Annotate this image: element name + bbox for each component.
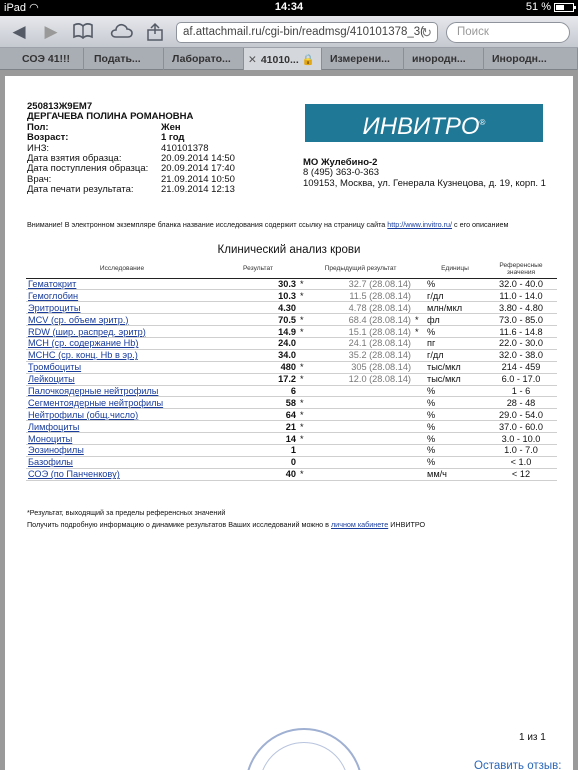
battery-text: 51 %	[525, 1, 551, 13]
reference-range: < 1.0	[485, 456, 557, 468]
tab-active-document[interactable]	[244, 48, 322, 70]
address-text: af.attachmail.ru/cgi-bin/readmsg/410101378_3(	[183, 26, 425, 38]
previous-flag	[413, 385, 425, 397]
reference-range: 1.0 - 7.0	[485, 444, 557, 456]
tab-label: Лаборато...	[172, 53, 231, 65]
previous-flag	[413, 373, 425, 385]
field-label: Возраст:	[27, 132, 69, 144]
field-label: Дата печати результата:	[27, 184, 134, 196]
result-value: 58	[218, 397, 298, 409]
field-label: Дата поступления образца:	[27, 163, 149, 175]
unit-cell: тыс/мкл	[425, 373, 485, 385]
test-name-link[interactable]: СОЭ (по Панченкову)	[26, 468, 218, 480]
previous-flag	[413, 421, 425, 433]
search-input[interactable]	[446, 22, 570, 43]
test-name-link[interactable]: MCHC (ср. конц. Hb в эр.)	[26, 349, 218, 361]
table-row	[26, 433, 557, 445]
patient-field	[27, 185, 307, 195]
table-row	[26, 290, 557, 302]
table-row	[26, 278, 557, 290]
lab-stamp	[245, 728, 363, 770]
result-value: 14.9	[218, 326, 298, 338]
header-result: Результат	[218, 260, 298, 278]
unit-cell: пг	[425, 337, 485, 349]
results-table	[26, 260, 557, 481]
personal-cabinet-link[interactable]: личном кабинете	[330, 520, 389, 529]
unit-cell: %	[425, 456, 485, 468]
unit-cell: г/дл	[425, 290, 485, 302]
test-name-link[interactable]: Лейкоциты	[26, 373, 218, 385]
unit-cell: г/дл	[425, 349, 485, 361]
forward-icon[interactable]: ▶	[44, 22, 58, 41]
result-value: 480	[218, 361, 298, 373]
test-name-link[interactable]: Нейтрофилы (общ.число)	[26, 409, 218, 421]
previous-result	[308, 468, 413, 480]
test-name-link[interactable]: Лимфоциты	[26, 421, 218, 433]
report-title: Клинический анализ крови	[217, 244, 361, 256]
header-test: Исследование	[26, 260, 218, 278]
header-units: Единицы	[425, 260, 485, 278]
previous-result: 24.1 (28.08.14)	[308, 337, 413, 349]
out-of-range-flag	[298, 456, 308, 468]
test-name-link[interactable]: Базофилы	[26, 456, 218, 468]
field-label: Врач:	[27, 173, 52, 185]
previous-result	[308, 444, 413, 456]
reference-range: 3.0 - 10.0	[485, 433, 557, 445]
table-row	[26, 314, 557, 326]
wifi-icon: ◠	[29, 2, 39, 14]
test-name-link[interactable]: MCH (ср. содержание Hb)	[26, 337, 218, 349]
lab-address: 109153, Москва, ул. Генерала Кузнецова, д. 19, корп. 1	[303, 177, 546, 189]
logo-text: ИНВИТРО	[362, 113, 480, 140]
previous-result: 35.2 (28.08.14)	[308, 349, 413, 361]
reference-range: 3.80 - 4.80	[485, 302, 557, 314]
results-body	[26, 278, 557, 480]
battery-indicator	[526, 1, 574, 13]
previous-result: 15.1 (28.08.14)	[308, 326, 413, 338]
test-name-link[interactable]: MCV (ср. объем эритр.)	[26, 314, 218, 326]
field-value: Жен	[161, 121, 181, 133]
patient-fields	[27, 123, 307, 196]
address-bar[interactable]	[176, 22, 438, 43]
unit-cell: %	[425, 433, 485, 445]
reference-range: 32.0 - 40.0	[485, 278, 557, 290]
result-value: 17.2	[218, 373, 298, 385]
unit-cell: тыс/мкл	[425, 361, 485, 373]
out-of-range-flag: *	[298, 278, 308, 290]
table-row	[26, 349, 557, 361]
tab-laborato[interactable]	[164, 48, 244, 70]
previous-result	[308, 385, 413, 397]
result-value: 21	[218, 421, 298, 433]
cabinet-note	[27, 520, 425, 529]
test-name-link[interactable]: RDW (шир. распред. эритр)	[26, 326, 218, 338]
previous-flag	[413, 349, 425, 361]
out-of-range-flag: *	[298, 409, 308, 421]
invitro-site-link[interactable]: http://www.invitro.ru/	[387, 220, 453, 229]
test-name-link[interactable]: Тромбоциты	[26, 361, 218, 373]
reference-range: 28 - 48	[485, 397, 557, 409]
previous-flag	[413, 433, 425, 445]
result-value: 70.5	[218, 314, 298, 326]
previous-result	[308, 433, 413, 445]
table-row	[26, 468, 557, 480]
field-value: 1 год	[161, 132, 185, 144]
result-value: 10.3	[218, 290, 298, 302]
previous-flag: *	[413, 314, 425, 326]
header-reference: Референсные значения	[485, 260, 557, 278]
field-label: Пол:	[27, 121, 49, 133]
table-header	[26, 260, 557, 278]
out-of-range-flag: *	[298, 290, 308, 302]
battery-fill	[556, 5, 564, 10]
patient-code: 250813Ж9ЕМ7	[27, 101, 93, 112]
lock-icon: 🔒	[301, 54, 315, 66]
result-value: 14	[218, 433, 298, 445]
result-value: 0	[218, 456, 298, 468]
result-value: 64	[218, 409, 298, 421]
unit-cell: %	[425, 278, 485, 290]
review-link[interactable]: Оставить отзыв:	[474, 760, 562, 770]
tab-podat[interactable]	[84, 48, 164, 70]
unit-cell: %	[425, 421, 485, 433]
tab-inorodn-1[interactable]	[404, 48, 484, 70]
previous-result: 305 (28.08.14)	[308, 361, 413, 373]
out-of-range-flag	[298, 349, 308, 361]
patient-name: ДЕРГАЧЕВА ПОЛИНА РОМАНОВНА	[27, 111, 194, 123]
reference-range: 214 - 459	[485, 361, 557, 373]
out-of-range-flag	[298, 385, 308, 397]
previous-flag	[413, 290, 425, 302]
search-placeholder: Поиск	[457, 26, 489, 38]
lab-name: МО Жулебино-2	[303, 157, 378, 168]
device-label: iPad ◠	[4, 2, 39, 14]
tab-strip	[0, 48, 578, 70]
browser-toolbar	[0, 16, 578, 48]
out-of-range-flag: *	[298, 361, 308, 373]
previous-result: 68.4 (28.08.14)	[308, 314, 413, 326]
out-of-range-flag	[298, 337, 308, 349]
out-of-range-flag: *	[298, 326, 308, 338]
document-sheet	[5, 76, 573, 770]
battery-icon	[554, 3, 574, 12]
result-value: 24.0	[218, 337, 298, 349]
notice-before: Внимание! В электронном экземпляре бланка название исследования содержит ссылку на страницу сайта	[27, 220, 388, 229]
result-value: 1	[218, 444, 298, 456]
page-viewport[interactable]	[0, 71, 578, 770]
tab-label: СОЭ 41!!!	[22, 53, 71, 65]
result-value: 30.3	[218, 278, 298, 290]
out-of-range-flag: *	[298, 397, 308, 409]
table-row	[26, 397, 557, 409]
result-value: 6	[218, 385, 298, 397]
previous-result: 11.5 (28.08.14)	[308, 290, 413, 302]
test-name-link[interactable]: Палочкоядерные нейтрофилы	[26, 385, 218, 397]
table-row	[26, 337, 557, 349]
out-of-range-flag: *	[298, 373, 308, 385]
reference-range: < 12	[485, 468, 557, 480]
previous-result: 12.0 (28.08.14)	[308, 373, 413, 385]
field-value: 20.09.2014 14:50	[161, 152, 235, 164]
previous-flag	[413, 278, 425, 290]
share-icon[interactable]	[144, 22, 166, 42]
previous-result	[308, 397, 413, 409]
tab-label: Подать...	[94, 53, 141, 65]
out-of-range-flag	[298, 444, 308, 456]
unit-cell: %	[425, 409, 485, 421]
unit-cell: %	[425, 397, 485, 409]
tab-soe[interactable]	[0, 48, 84, 70]
tab-label: Измерени...	[330, 53, 390, 65]
reference-range: 22.0 - 30.0	[485, 337, 557, 349]
status-bar	[0, 0, 578, 16]
page-counter: 1 из 1	[519, 732, 546, 743]
out-of-range-flag: *	[298, 468, 308, 480]
unit-cell: млн/мкл	[425, 302, 485, 314]
out-of-range-flag: *	[298, 314, 308, 326]
table-row	[26, 444, 557, 456]
reload-icon[interactable]: ↻	[421, 25, 432, 40]
previous-flag	[413, 302, 425, 314]
previous-flag	[413, 397, 425, 409]
unit-cell: %	[425, 444, 485, 456]
out-of-range-flag: *	[298, 433, 308, 445]
result-value: 34.0	[218, 349, 298, 361]
tab-inorodn-2[interactable]	[484, 48, 578, 70]
test-name-link[interactable]: Эозинофилы	[26, 444, 218, 456]
result-value: 40	[218, 468, 298, 480]
table-row	[26, 456, 557, 468]
field-value: 410101378	[161, 142, 209, 154]
previous-result: 32.7 (28.08.14)	[308, 278, 413, 290]
tab-label: 41010...	[260, 54, 299, 66]
bookmarks-icon[interactable]	[72, 22, 94, 42]
field-value: 21.09.2014 12:13	[161, 184, 235, 196]
test-name-link[interactable]: Гематокрит	[26, 278, 218, 290]
field-label: ИНЗ:	[27, 142, 50, 154]
tab-izmereni[interactable]	[322, 48, 404, 70]
reference-range: 6.0 - 17.0	[485, 373, 557, 385]
clock: 14:34	[274, 1, 304, 13]
patient-block	[27, 102, 307, 196]
tab-label: инородн...	[412, 53, 466, 65]
lab-info	[303, 158, 569, 189]
out-of-range-flag	[298, 302, 308, 314]
table-row	[26, 421, 557, 433]
reference-range: 11.6 - 14.8	[485, 326, 557, 338]
result-value: 4.30	[218, 302, 298, 314]
previous-result: 4.78 (28.08.14)	[308, 302, 413, 314]
notice-after: с его описанием	[452, 220, 509, 229]
previous-flag	[413, 409, 425, 421]
table-row	[26, 326, 557, 338]
reference-range: 37.0 - 60.0	[485, 421, 557, 433]
previous-result	[308, 456, 413, 468]
invitro-logo	[305, 104, 543, 142]
unit-cell: %	[425, 385, 485, 397]
unit-cell: мм/ч	[425, 468, 485, 480]
previous-flag: *	[413, 326, 425, 338]
icloud-tabs-icon[interactable]	[108, 22, 136, 42]
previous-flag	[413, 361, 425, 373]
close-tab-icon[interactable]: ✕	[248, 54, 257, 66]
reference-range: 32.0 - 38.0	[485, 349, 557, 361]
table-row	[26, 385, 557, 397]
field-value: 20.09.2014 17:40	[161, 163, 235, 175]
lab-phone: 8 (495) 363-0-363	[303, 167, 380, 179]
test-name-link[interactable]: Моноциты	[26, 433, 218, 445]
reference-range: 73.0 - 85.0	[485, 314, 557, 326]
table-row	[26, 302, 557, 314]
previous-flag	[413, 468, 425, 480]
reference-range: 11.0 - 14.0	[485, 290, 557, 302]
previous-flag	[413, 444, 425, 456]
previous-result	[308, 409, 413, 421]
footnote: *Результат, выходящий за пределы референсных значений	[27, 508, 226, 517]
reference-range: 1 - 6	[485, 385, 557, 397]
test-name-link[interactable]: Эритроциты	[26, 302, 218, 314]
header-previous: Предыдущий результат	[308, 260, 413, 278]
field-value: 21.09.2014 10:50	[161, 173, 235, 185]
tab-label: Инородн...	[492, 53, 547, 65]
previous-result	[308, 421, 413, 433]
table-row	[26, 409, 557, 421]
back-icon[interactable]: ◀	[12, 22, 26, 41]
out-of-range-flag: *	[298, 421, 308, 433]
reference-range: 29.0 - 54.0	[485, 409, 557, 421]
table-row	[26, 361, 557, 373]
table-row	[26, 373, 557, 385]
cabinet-after: ИНВИТРО	[388, 520, 426, 529]
notice-text	[27, 220, 567, 229]
test-name-link[interactable]: Сегментоядерные нейтрофилы	[26, 397, 218, 409]
test-name-link[interactable]: Гемоглобин	[26, 290, 218, 302]
previous-flag	[413, 456, 425, 468]
previous-flag	[413, 337, 425, 349]
unit-cell: %	[425, 326, 485, 338]
cabinet-before: Получить подробную информацию о динамике результатов Ваших исследований можно в	[27, 520, 331, 529]
logo-mark: ®	[479, 118, 486, 127]
field-label: Дата взятия образца:	[27, 152, 122, 164]
unit-cell: фл	[425, 314, 485, 326]
